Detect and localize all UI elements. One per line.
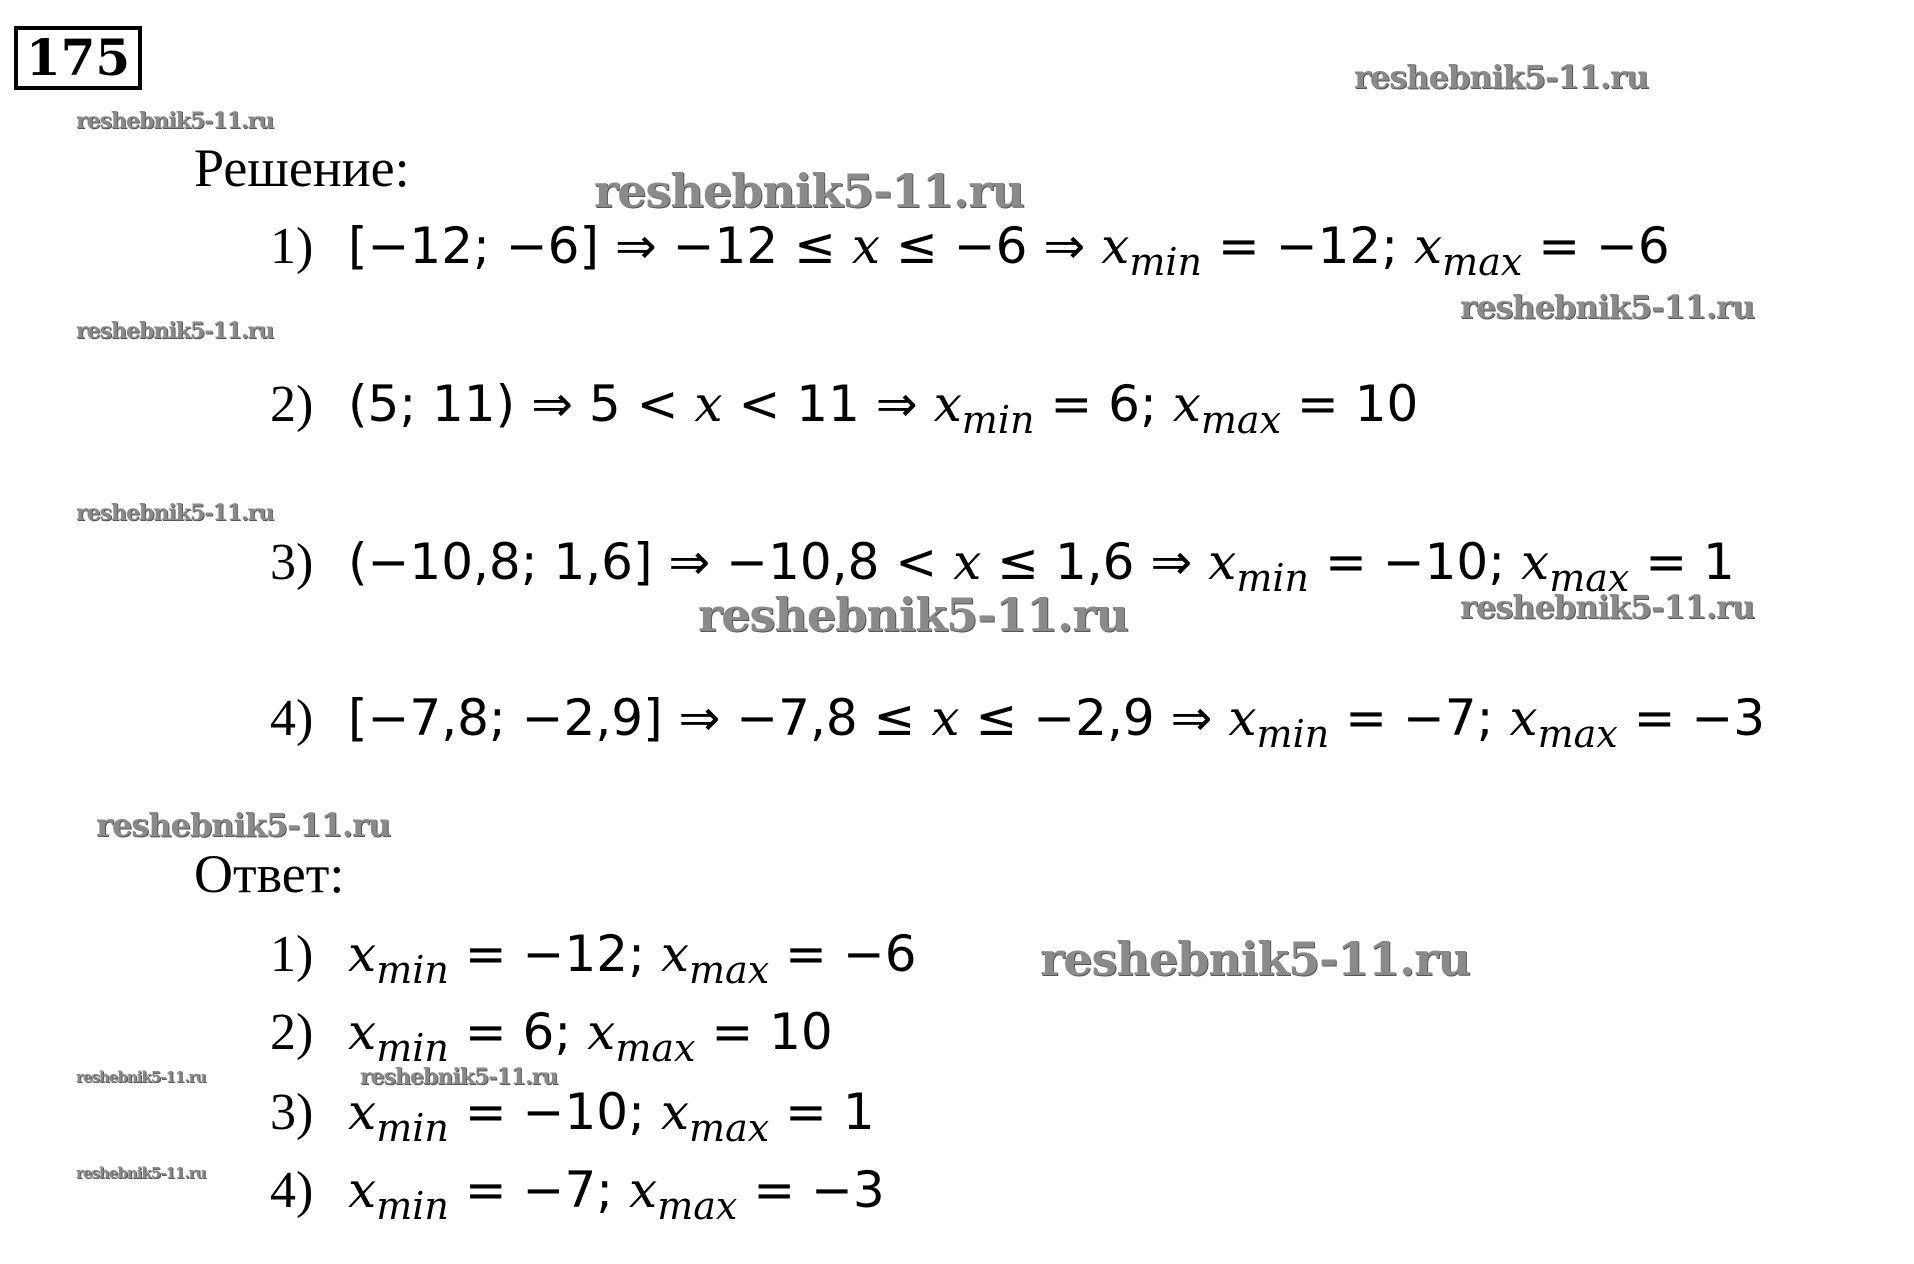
item-number: 1) [270, 926, 314, 983]
watermark: reshebnik5-11.ru [360, 1064, 558, 1090]
watermark: reshebnik5-11.ru [1460, 288, 1755, 326]
watermark: reshebnik5-11.ru [76, 1164, 206, 1182]
watermark: reshebnik5-11.ru [1354, 58, 1649, 96]
solution-row: 2) (5; 11) ⇒ 5 < x < 11 ⇒ $x_{min} = 6$; $x_{max} = 10$ [270, 375, 1419, 442]
item-number: 4) [270, 1162, 314, 1219]
answer-row: 1) $x_{min} = -12$; $x_{max} = -6$ [270, 925, 917, 992]
answer-heading: Ответ: [194, 844, 345, 904]
watermark: reshebnik5-11.ru [698, 588, 1128, 642]
item-number: 2) [270, 1004, 314, 1061]
watermark: reshebnik5-11.ru [594, 164, 1024, 218]
problem-number: 175 [14, 26, 142, 90]
watermark: reshebnik5-11.ru [76, 108, 274, 134]
solution-row: 1) [−12; −6] ⇒ −12 ≤ x ≤ −6 ⇒ $x_{min} = -12$; $x_{max} = -6$ [270, 217, 1670, 284]
item-number: 3) [270, 1084, 314, 1141]
watermark: reshebnik5-11.ru [1040, 932, 1470, 986]
answer-row: 2) $x_{min} = 6$; $x_{max} = 10$ [270, 1003, 833, 1070]
item-number: 1) [270, 218, 314, 275]
watermark: reshebnik5-11.ru [76, 500, 274, 526]
watermark: reshebnik5-11.ru [1460, 588, 1755, 626]
solution-row: 3) (−10,8; 1,6] ⇒ −10,8 < x ≤ 1,6 ⇒ $x_{min} = -10$; $x_{max} = 1$ [270, 533, 1735, 600]
item-number: 2) [270, 376, 314, 433]
watermark: reshebnik5-11.ru [76, 318, 274, 344]
item-number: 4) [270, 690, 314, 747]
watermark: reshebnik5-11.ru [96, 806, 391, 844]
solution-heading: Решение: [194, 138, 410, 198]
watermark: reshebnik5-11.ru [76, 1068, 206, 1086]
answer-row: 3) $x_{min} = -10$; $x_{max} = 1$ [270, 1083, 875, 1150]
answer-row: 4) $x_{min} = -7$; $x_{max} = -3$ [270, 1161, 885, 1228]
solution-row: 4) [−7,8; −2,9] ⇒ −7,8 ≤ x ≤ −2,9 ⇒ $x_{min} = -7$; $x_{max} = -3$ [270, 689, 1766, 756]
item-number: 3) [270, 534, 314, 591]
